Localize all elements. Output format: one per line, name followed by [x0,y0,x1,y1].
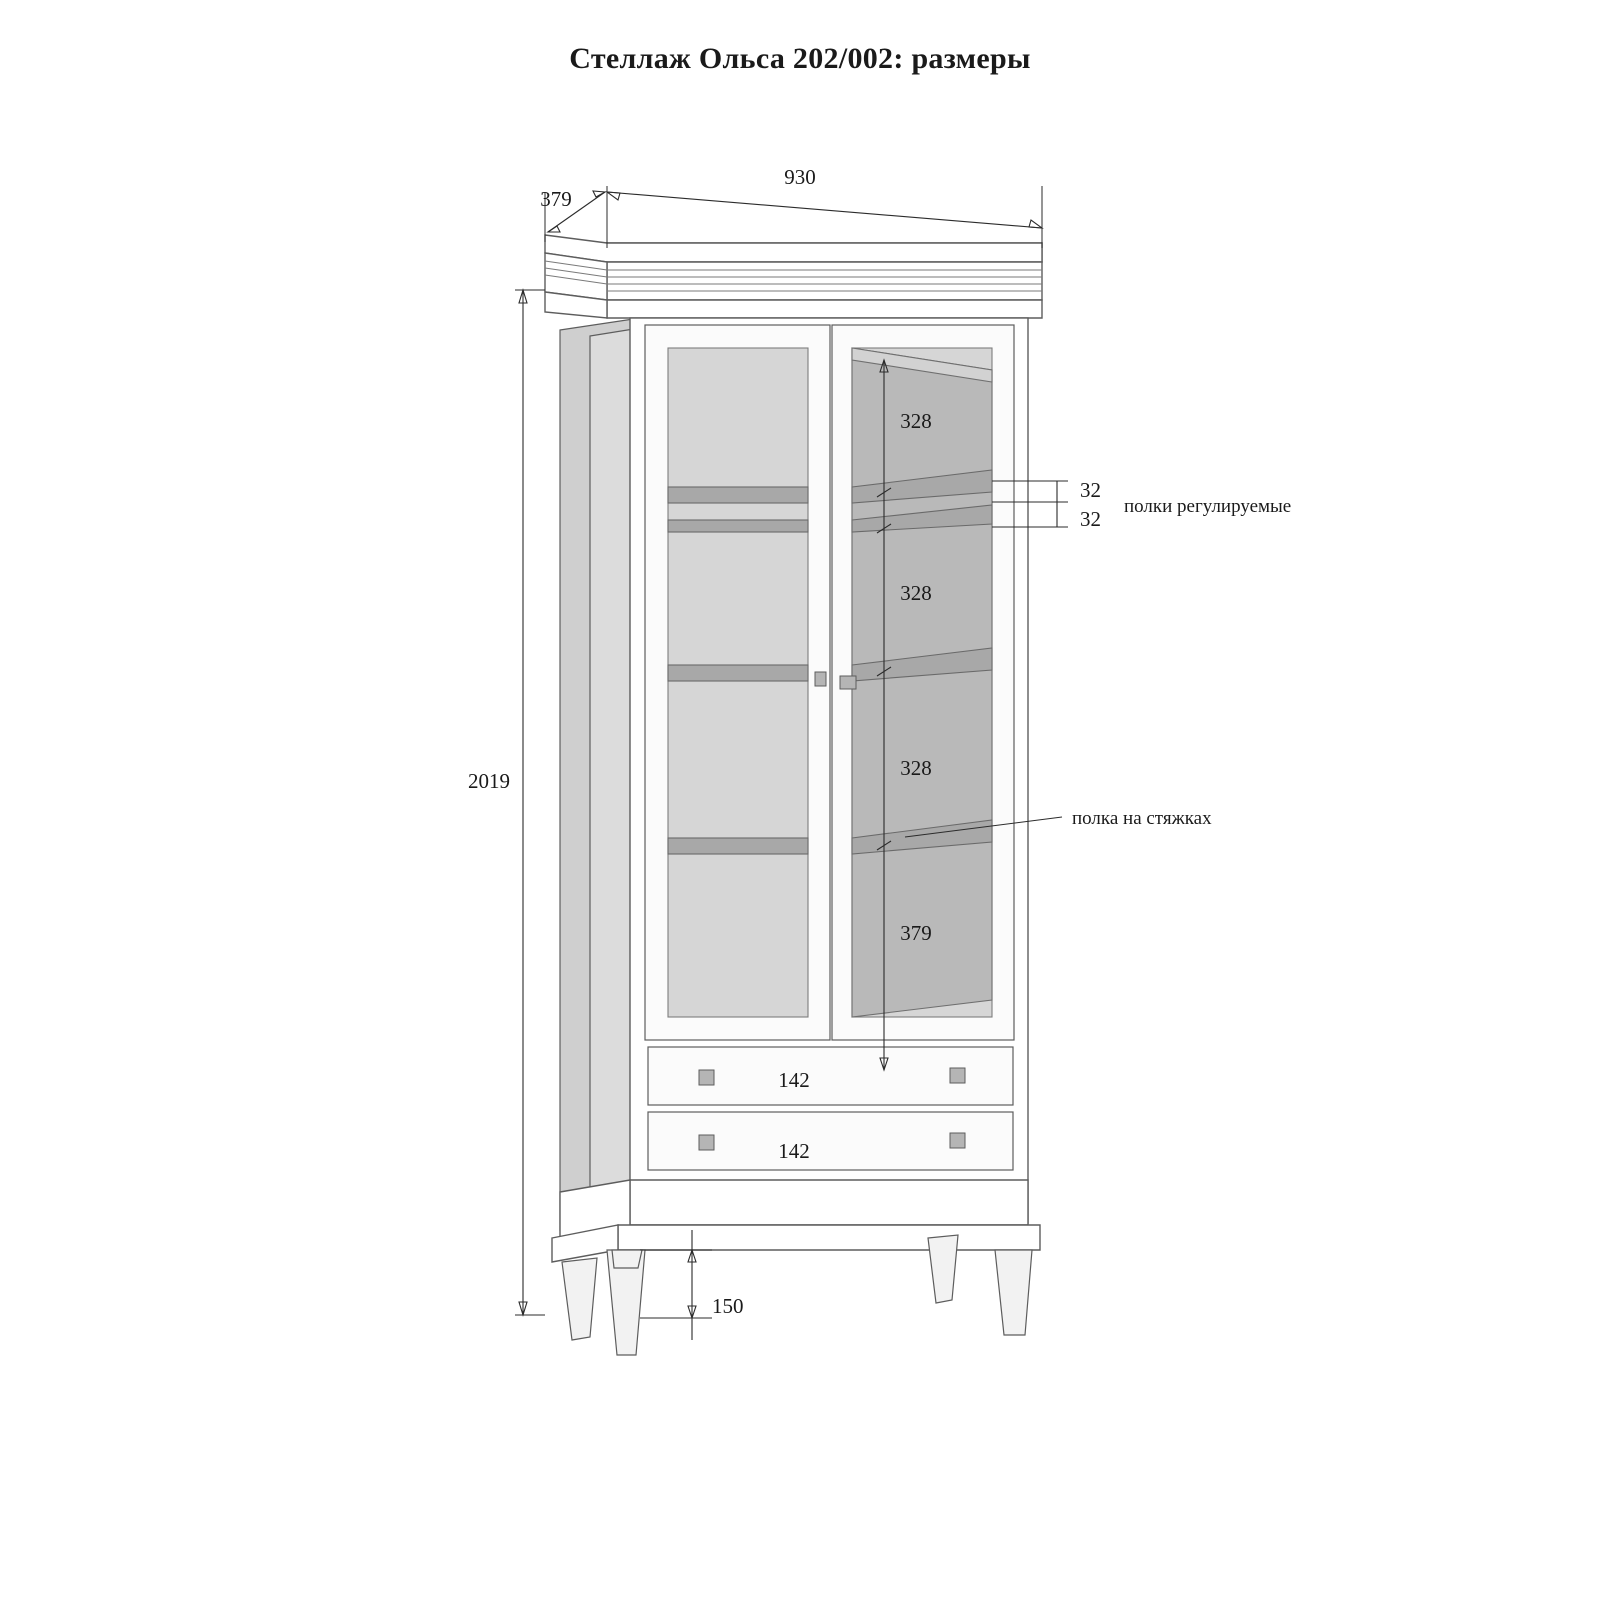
annotation-adjustable-shelves-text: полки регулируемые [1124,496,1292,517]
right-door-knob[interactable] [840,676,856,689]
dimension-compartment-2-text: 328 [900,581,932,605]
dimension-drawer-1-text: 142 [778,1068,810,1092]
dimension-shelf-thickness-2-text: 32 [1080,507,1101,531]
left-shelf-1 [668,487,808,503]
leg-front-left-taper [612,1250,642,1268]
page-title: Стеллаж Ольса 202/002: размеры [569,42,1031,75]
drawer-lower-knob-right[interactable] [950,1133,965,1148]
annotation-adjustable-shelves [1124,496,1291,517]
dimension-leg-height-text: 150 [712,1294,744,1318]
dimension-compartment-4-text: 379 [900,921,932,945]
dimension-height [468,290,545,1315]
leg-back-left [562,1258,597,1340]
dimension-depth [540,187,605,242]
left-shelf-2 [668,520,808,532]
cabinet-cornice-lower [607,300,1042,318]
dimension-width [607,165,1042,248]
cabinet-cornice-slope [545,235,1042,262]
drawer-lower-knob-left[interactable] [699,1135,714,1150]
leg-front-right [995,1250,1032,1335]
left-shelf-4 [668,838,808,854]
left-door-knob[interactable] [815,672,826,686]
dimension-shelf-thickness-1-text: 32 [1080,478,1101,502]
leg-back-right [928,1235,958,1303]
dimension-height-text: 2019 [468,769,510,793]
dimension-drawer-2-text: 142 [778,1139,810,1163]
dimension-width-text: 930 [784,165,816,189]
cabinet-plinth [630,1180,1028,1225]
cabinet-cornice-band [607,262,1042,300]
drawer-upper-knob-right[interactable] [950,1068,965,1083]
drawer-upper-knob-left[interactable] [699,1070,714,1085]
dimension-compartment-1-text: 328 [900,409,932,433]
annotation-fixed-shelf-text: полка на стяжках [1072,808,1212,829]
cabinet-base-rail [618,1225,1040,1250]
dimension-depth-text: 379 [540,187,572,211]
left-shelf-3 [668,665,808,681]
dimension-compartment-3-text: 328 [900,756,932,780]
right-interior-back [852,348,992,1017]
cabinet-illustration [545,235,1042,1355]
left-door-glass [668,348,808,1017]
